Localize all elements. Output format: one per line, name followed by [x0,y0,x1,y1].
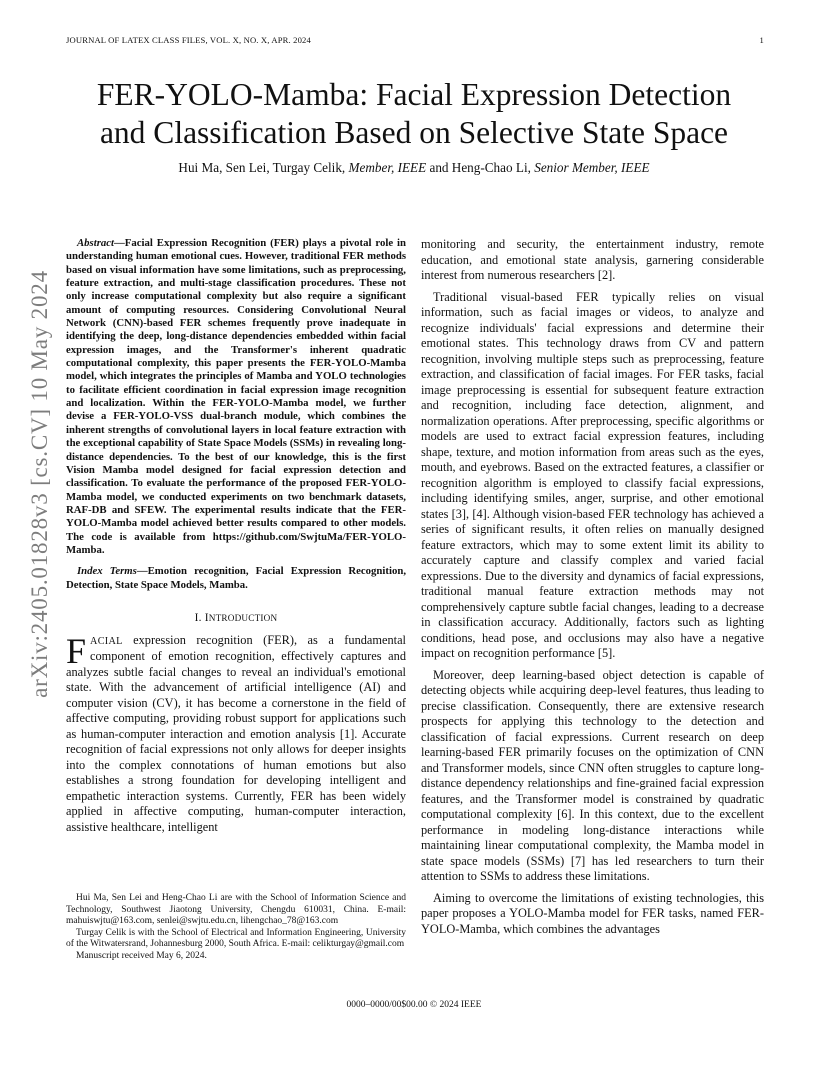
authors-text-1: Hui Ma, Sen Lei, Turgay Celik, [178,160,349,175]
index-terms-text: —Emotion recognition, Facial Expression Recognition, Detection, State Space Models, Mamba. [66,565,407,591]
section-heading-initial: I [204,611,209,624]
left-column [66,237,406,835]
intro-paragraph-1 [66,630,406,836]
intro-paragraph-1-continued: monitoring and security, the entertainment industry, remote education, and emotional state analysis, garnering considerable interest from numerous researchers [2]. [421,237,764,282]
footnote-manuscript: Manuscript received May 6, 2024. [76,950,207,961]
drop-cap-word: ACIAL [90,635,123,647]
title-line-2: and Classification Based on Selective State Space [99,115,729,150]
footnote-affiliation-2: Turgay Celik is with the School of Electrical and Information Engineering, University of the Witwatersrand, Johannesburg 2000, South Africa. E-mail: celikturgay@gmail.com [66,927,406,950]
authors-senior: Senior Member, IEEE [534,160,650,175]
abstract-text: —Facial Expression Recognition (FER) plays a pivotal role in understanding human emotional cues. However, traditional FER methods based on visual information have some limitations, such as preprocessing, feature extraction, and multi-stage classification procedures. These not only increase computational complexity but also require a significant amount of computing resources. Considering Convolutional Neural Network (CNN)-based FER schemes frequently prove inadequate in identifying the deep, long-distance dependencies embedded within facial expression images, and the Transformer's inherent quadratic computational complexity, this paper presents the FER-YOLO-Mamba model, which integrates the principles of Mamba and YOLO technologies to facilitate efficient coordination in facial expression image recognition and localization. Within the FER-YOLO-Mamba model, we further devise a FER-YOLO-VSS dual-branch module, which combines the inherent strengths of convolutional layers in local feature extraction with the exceptional capability of State Space Models (SSMs) in revealing long-distance dependencies. To the best of our knowledge, this is the first Vision Mamba model designed for facial expression detection and classification. To evaluate the performance of the proposed FER-YOLO-Mamba model, we conducted experiments on two benchmark datasets, RAF-DB and SFEW. The experimental results indicate that the FER-YOLO-Mamba model achieved better results compared to other models. The code is available from https://github.com/SwjtuMa/FER-YOLO-Mamba. [66,237,406,556]
running-header [66,35,764,49]
paper-title [40,76,788,152]
section-numeral: I. [194,611,205,624]
drop-cap: F [66,630,87,671]
authors-member: Member, IEEE [348,160,427,175]
arxiv-identifier: arXiv:2405.01828v3 [cs.CV] 10 May 2024 [27,270,52,698]
footnote-affiliation-1: Hui Ma, Sen Lei and Heng-Chao Li are with the School of Information Science and Technology, Southwest Jiaotong University, Chengdu 610031, China. E-mail: mahuiswjtu@163.com, senlei@swjtu.edu.cn, lihengchao_78@163.com [66,893,406,927]
abstract [66,237,406,557]
index-terms-label: Index Terms [77,565,137,578]
copyright-footer: 0000–0000/00$00.00 © 2024 IEEE [346,1000,482,1010]
arxiv-sidebar [22,270,58,698]
index-terms [66,565,406,592]
intro-paragraph-2: Traditional visual-based FER typically relies on visual information, such as facial images or videos, to analyze and recognize individuals' facial expressions and determine their emotional states. This technology draws from CV and pattern recognition, involving multiple steps such as preprocessing, feature extraction, and classification of facial images. For FER tasks, facial image preprocessing is essential for subsequent feature extraction and recognition, including face detection, alignment, and normalization operations. After preprocessing, specific algorithms or models are used to extract facial expression features, including shape, texture, and motion information from areas such as the eyes, mouth, and eyebrows. Based on the extracted features, a classifier or recognition algorithm is employed to classify facial expressions, including identifying smiles, anger, surprise, and other emotional states [3], [4]. Although vision-based FER technology has achieved a series of significant results, it often relies on manually designed feature extractors, which may to some extent limit its ability to accurately capture and classify complex and varied facial expressions. Due to the diversity and dynamics of facial expressions, traditional manual feature extraction methods may not comprehensively capture subtle facial changes, leading to a decrease in classification accuracy. Additionally, factors such as lighting conditions, head pose, and occlusions may also have a negative impact on recognition performance [5]. [421,289,764,660]
section-heading-rest: NTRODUCTION [208,612,278,623]
intro-paragraph-1-text: expression recognition (FER), as a fundamental component of emotion recognition, effectively captures and analyzes subtle facial changes to reveal an individual's emotional state. With the advancement of artificial intelligence (AI) and computer vision (CV), it has become a cornerstone in the field of affective computing, providing robust support for applications such as human-computer interaction and emotion analysis [1]. Accurate recognition of facial expressions not only allows for deeper insights into the complex connotations of human emotions but also establishes a strong foundation for developing intelligent and empathetic interaction systems. Currently, FER has been widely applied in affective computing, human-computer interaction, assistive healthcare, intelligent [66,632,406,834]
right-column [421,237,764,943]
intro-paragraph-3: Moreover, deep learning-based object detection is capable of detecting objects while acquiring deep-level features, thus leading to precise classification. Consequently, there are extensive research prospects for applying this technology to the detection and classification of facial expressions. Current research on deep learning-based FER primarily focuses on the optimization of CNN and Transformer models, since CNN often struggles to capture long-distance dependency relationships and fine-grained facial expression features, and the Transformer model is constrained by quadratic computational complexity [6]. In this context, due to the excellent performance in modeling long-distance interactions while maintaining linear computational complexity, the Mamba model in state space models (SSMs) [7] has led researchers to turn their attention to SSMs to address these limitations. [421,667,764,883]
abstract-label: Abstract [77,237,115,249]
authors-text-2: and Heng-Chao Li, [426,160,535,175]
intro-paragraph-4: Aiming to overcome the limitations of existing technologies, this paper proposes a YOLO-Mamba model for FER tasks, named FER-YOLO-Mamba, which combines the advantages [421,890,764,936]
page-number: 1 [759,35,764,45]
author-list [40,160,788,176]
title-line-1: FER-YOLO-Mamba: Facial Expression Detection [96,77,732,112]
journal-name: JOURNAL OF LATEX CLASS FILES, VOL. X, NO. X, APR. 2024 [66,35,311,45]
footnotes [66,893,406,963]
section-heading-introduction [66,612,406,624]
